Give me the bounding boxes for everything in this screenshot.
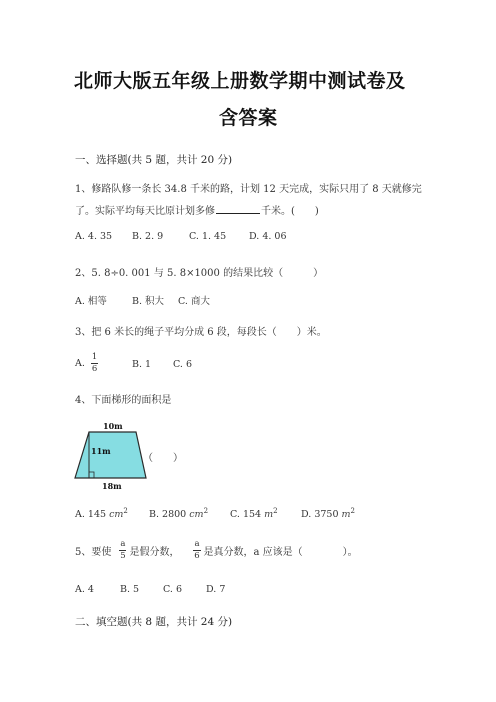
q2-option-b: B. 积大	[132, 296, 165, 307]
q4-option-b-unit: cm	[189, 509, 204, 521]
q5-option-d: D. 7	[206, 584, 226, 595]
document-title-line2: 含答案	[219, 107, 278, 129]
fraction-denominator: 6	[91, 363, 98, 374]
q3-option-b: B. 1	[132, 359, 152, 370]
fraction-denominator: 5	[120, 550, 126, 561]
q1-option-a: A. 4. 35	[75, 231, 113, 242]
section-heading-fill-blank: 二、填空题(共 8 题，共计 24 分)	[75, 616, 233, 628]
q4-option-c-unit: m	[264, 509, 274, 521]
question-5-text-b: 是假分数，	[129, 546, 180, 558]
trapezoid-top-label: 10m	[103, 421, 123, 431]
question-3: 3、把 6 米长的绳子平均分成 6 段，每段长（ ）米。	[75, 327, 327, 338]
q1-option-c: C. 1. 45	[189, 231, 227, 242]
q4-option-d-unit: m	[341, 509, 351, 521]
q4-option-d-exp: 2	[350, 507, 356, 515]
section-heading-choice: 一、选择题(共 5 题，共计 20 分)	[75, 154, 233, 166]
fraction-numerator: a	[194, 539, 200, 549]
q4-option-b	[149, 507, 208, 520]
q4-option-d	[301, 507, 355, 520]
q4-option-a-exp: 2	[123, 507, 128, 515]
question-5	[75, 540, 358, 560]
q3-option-a-label: A.	[75, 357, 85, 369]
fraction-a-over-6	[193, 540, 200, 560]
question-2: 2、5. 8÷0. 001 与 5. 8×1000 的结果比较（ ）	[75, 268, 324, 279]
q4-option-a	[75, 507, 128, 520]
q4-option-a-value: A. 145	[75, 509, 107, 521]
fraction-one-sixth	[91, 353, 98, 373]
q1-option-b: B. 2. 9	[132, 231, 164, 242]
question-5-text-a: 5、要使	[75, 546, 112, 558]
q5-option-a: A. 4	[75, 584, 94, 595]
answer-blank	[216, 212, 260, 214]
question-4-answer-paren: （ ）	[143, 453, 183, 464]
q4-option-c	[230, 507, 278, 520]
fraction-denominator: 6	[194, 550, 200, 561]
q5-option-b: B. 5	[120, 584, 140, 595]
q4-option-d-value: D. 3750	[301, 509, 339, 521]
q4-option-a-unit: cm	[109, 509, 124, 521]
question-5-text-c: 是真分数，a 应该是（ ）。	[203, 546, 358, 558]
q3-option-c: C. 6	[173, 359, 193, 370]
question-1-line2	[75, 202, 319, 217]
q5-option-c: C. 6	[163, 584, 183, 595]
q3-option-a	[75, 353, 101, 373]
question-1-text-b: 千米。( )	[261, 206, 319, 217]
trapezoid-figure	[72, 418, 152, 494]
q2-option-a: A. 相等	[75, 296, 107, 307]
q1-option-d: D. 4. 06	[249, 231, 287, 242]
fraction-numerator: a	[120, 539, 126, 549]
fraction-a-over-5	[119, 540, 126, 560]
q4-option-c-value: C. 154	[230, 509, 262, 521]
q4-option-c-exp: 2	[273, 507, 278, 515]
q2-option-c: C. 商大	[178, 296, 210, 307]
trapezoid-bottom-label: 18m	[102, 481, 122, 491]
trapezoid-height-label: 11m	[91, 446, 111, 456]
question-1-line1: 1、修路队修一条长 34.8 千米的路，计划 12 天完成，实际只用了 8 天就修完	[75, 184, 422, 195]
document-title-line1: 北师大版五年级上册数学期中测试卷及	[74, 70, 406, 92]
q4-option-b-exp: 2	[203, 507, 209, 515]
q4-option-b-value: B. 2800	[149, 509, 187, 521]
fraction-numerator: 1	[91, 352, 98, 362]
question-1-text-a: 了。实际平均每天比原计划多修	[75, 206, 215, 217]
question-4: 4、下面梯形的面积是	[75, 395, 172, 406]
